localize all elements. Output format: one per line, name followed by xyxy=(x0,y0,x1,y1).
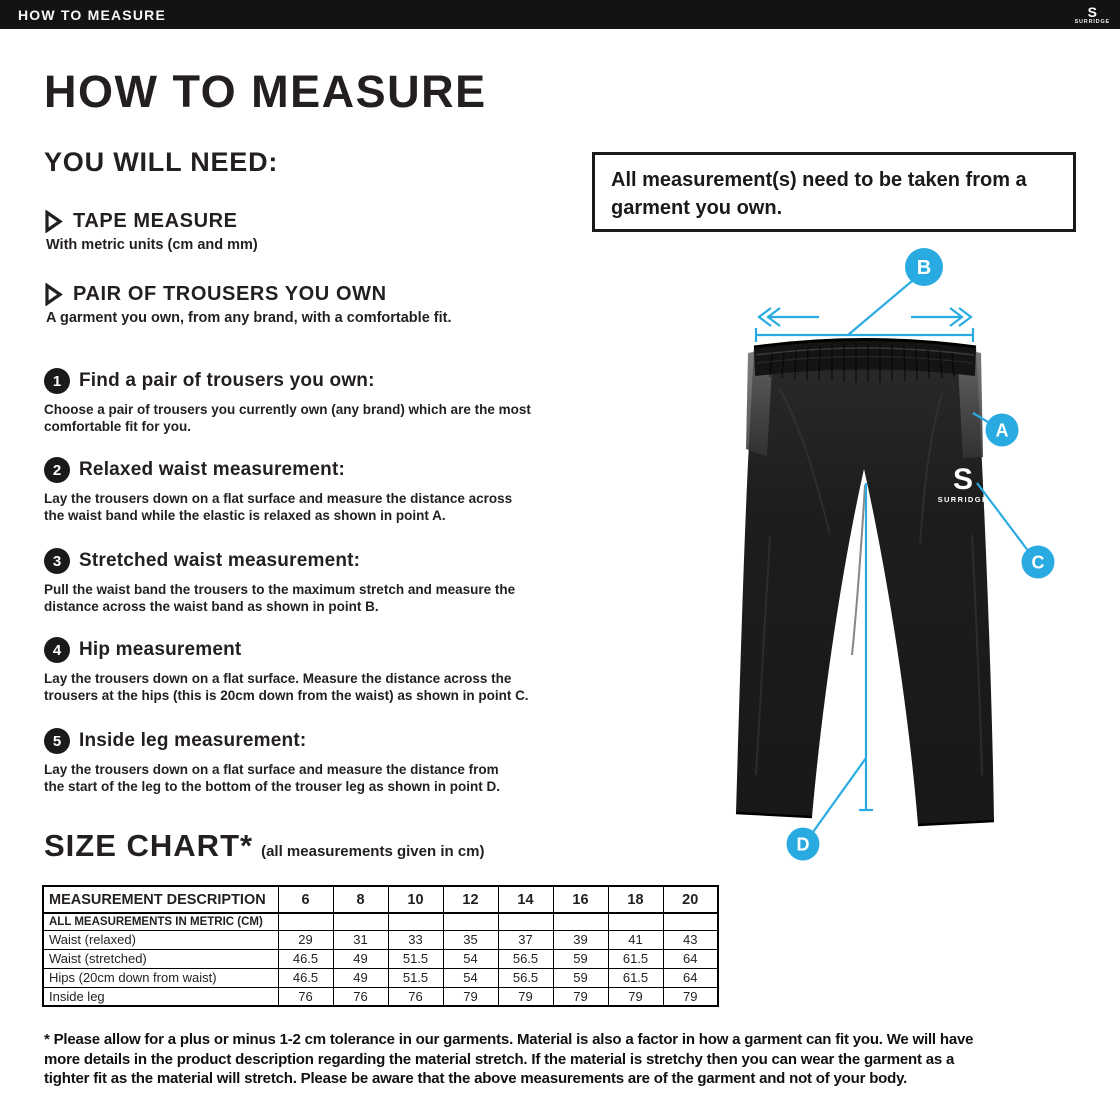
cell-value: 49 xyxy=(333,949,388,968)
cell-value: 64 xyxy=(663,968,718,987)
surridge-logo xyxy=(1075,5,1110,26)
cell-value: 79 xyxy=(553,987,608,1006)
step-description-line: Pull the waist band the trousers to the maximum stretch and measure the xyxy=(44,582,516,597)
step-description-line: the waist band while the elastic is relaxed as shown in point A. xyxy=(44,508,446,523)
column-header: 8 xyxy=(333,886,388,913)
column-header: 16 xyxy=(553,886,608,913)
cell-value: 76 xyxy=(388,987,443,1006)
step-4 xyxy=(44,637,529,704)
cell-value: 51.5 xyxy=(388,968,443,987)
need-item-description: With metric units (cm and mm) xyxy=(46,237,258,253)
surridge-logo-icon: S xyxy=(1087,3,1097,20)
step-description-line: Choose a pair of trousers you currently own (any brand) which are the most xyxy=(44,402,531,417)
column-header: 14 xyxy=(498,886,553,913)
cell-value: 79 xyxy=(663,987,718,1006)
cell-value: 79 xyxy=(498,987,553,1006)
svg-text:B: B xyxy=(916,257,932,279)
step-title: Stretched waist measurement: xyxy=(79,550,361,571)
top-bar-title: HOW TO MEASURE xyxy=(18,6,166,23)
cell-value: 43 xyxy=(663,930,718,949)
you-will-need-heading: YOU WILL NEED: xyxy=(44,147,279,177)
surridge-brand-text: SURRIDGE xyxy=(1074,18,1110,25)
measurement-note-box xyxy=(592,152,1076,232)
need-item-title: TAPE MEASURE xyxy=(73,210,238,232)
column-header: 18 xyxy=(608,886,663,913)
table-row xyxy=(43,930,718,949)
table-row xyxy=(43,949,718,968)
triangle-bullet-icon xyxy=(44,210,63,233)
cell-value: 35 xyxy=(443,930,498,949)
column-header: 6 xyxy=(278,886,333,913)
cell-value: 46.5 xyxy=(278,968,333,987)
cell-value: 31 xyxy=(333,930,388,949)
size-chart-heading-row xyxy=(44,828,485,864)
column-header: 12 xyxy=(443,886,498,913)
cell-value: 76 xyxy=(333,987,388,1006)
cell-value: 41 xyxy=(608,930,663,949)
row-label: Waist (relaxed) xyxy=(43,930,278,949)
step-3 xyxy=(44,548,515,615)
cell-value: 76 xyxy=(278,987,333,1006)
cell-value: 49 xyxy=(333,968,388,987)
column-header: 10 xyxy=(388,886,443,913)
step-number-badge: 2 xyxy=(44,457,70,483)
stretch-left-arrow xyxy=(759,308,819,326)
step-number-badge: 4 xyxy=(44,637,70,663)
size-chart-table xyxy=(42,885,719,1007)
cell-value: 59 xyxy=(553,968,608,987)
cell-value: 29 xyxy=(278,930,333,949)
stretch-right-arrow xyxy=(911,308,971,326)
pointer-line-d xyxy=(813,758,866,832)
column-header: MEASUREMENT DESCRIPTION xyxy=(43,886,278,913)
cell-value: 61.5 xyxy=(608,968,663,987)
pointer-line-b xyxy=(848,281,912,335)
step-description xyxy=(44,670,529,704)
step-number-badge: 3 xyxy=(44,548,70,574)
step-description-line: comfortable fit for you. xyxy=(44,419,192,434)
footnote-line: more details in the product description regarding the material stretch. If the material is stretchy then you can wear the garment as a xyxy=(44,1050,955,1068)
garment-brand-text: SURRIDGE xyxy=(937,495,989,504)
cell-value: 39 xyxy=(553,930,608,949)
row-label: Hips (20cm down from waist) xyxy=(43,968,278,987)
cell-value: 64 xyxy=(663,949,718,968)
step-2 xyxy=(44,457,512,524)
need-item-title: PAIR OF TROUSERS YOU OWN xyxy=(73,283,387,305)
column-header: 20 xyxy=(663,886,718,913)
step-1 xyxy=(44,368,531,435)
cell-value: 33 xyxy=(388,930,443,949)
step-description xyxy=(44,401,531,435)
step-title: Find a pair of trousers you own: xyxy=(79,370,375,391)
step-description-line: Lay the trousers down on a flat surface and measure the distance from xyxy=(44,762,499,777)
cell-value: 51.5 xyxy=(388,949,443,968)
triangle-bullet-icon xyxy=(44,283,63,306)
step-number-badge: 5 xyxy=(44,728,70,754)
step-title: Relaxed waist measurement: xyxy=(79,459,346,480)
cell-value: 56.5 xyxy=(498,968,553,987)
step-description xyxy=(44,581,515,615)
step-description xyxy=(44,761,500,795)
step-description xyxy=(44,490,512,524)
garment-logo-icon: S xyxy=(952,463,974,496)
cell-value: 54 xyxy=(443,949,498,968)
size-chart-subheading: (all measurements given in cm) xyxy=(261,843,485,860)
table-row xyxy=(43,987,718,1006)
measurement-note-text: All measurement(s) need to be taken from a garment you own. xyxy=(611,169,1027,220)
need-item-description: A garment you own, from any brand, with a comfortable fit. xyxy=(46,310,452,326)
need-item-trousers xyxy=(44,283,452,326)
cell-value: 46.5 xyxy=(278,949,333,968)
step-description-line: the start of the leg to the bottom of the trouser leg as shown in point D. xyxy=(44,779,501,794)
svg-text:D: D xyxy=(796,834,810,855)
step-title: Inside leg measurement: xyxy=(79,730,307,751)
point-b-marker xyxy=(905,248,943,286)
step-description-line: distance across the waist band as shown in point B. xyxy=(44,599,379,614)
step-number-badge: 1 xyxy=(44,368,70,394)
table-row xyxy=(43,968,718,987)
size-chart-heading: SIZE CHART* xyxy=(44,828,254,863)
cell-value: 56.5 xyxy=(498,949,553,968)
svg-text:C: C xyxy=(1031,552,1045,573)
step-5 xyxy=(44,728,500,795)
footnote-line: tighter fit as the material will stretch. Please be aware that the above measurements are of the garment and not of your body. xyxy=(44,1070,908,1087)
metric-note-row xyxy=(43,913,718,930)
trousers-diagram xyxy=(680,235,1060,885)
row-label: Inside leg xyxy=(43,987,278,1006)
point-c-marker xyxy=(1022,546,1055,579)
cell-value: 79 xyxy=(443,987,498,1006)
metric-note-label: ALL MEASUREMENTS IN METRIC (CM) xyxy=(43,913,278,930)
cell-value: 79 xyxy=(608,987,663,1006)
page-title: HOW TO MEASURE xyxy=(44,66,487,117)
trousers-measurement-figure xyxy=(680,235,1060,885)
tolerance-footnote xyxy=(44,1030,973,1089)
step-title: Hip measurement xyxy=(79,639,242,660)
step-description-line: Lay the trousers down on a flat surface and measure the distance across xyxy=(44,491,513,506)
cell-value: 37 xyxy=(498,930,553,949)
footnote-line: * Please allow for a plus or minus 1-2 cm tolerance in our garments. Material is also a factor in how a garment can fit you. We will have xyxy=(44,1031,974,1048)
cell-value: 61.5 xyxy=(608,949,663,968)
cell-value: 54 xyxy=(443,968,498,987)
step-description-line: Lay the trousers down on a flat surface. Measure the distance across the xyxy=(44,671,512,686)
svg-text:A: A xyxy=(995,420,1009,441)
size-chart-header-row xyxy=(43,886,718,913)
need-item-tape-measure xyxy=(44,210,258,253)
point-d-marker xyxy=(787,828,820,861)
step-description-line: trousers at the hips (this is 20cm down from the waist) as shown in point C. xyxy=(44,688,529,703)
row-label: Waist (stretched) xyxy=(43,949,278,968)
point-a-marker xyxy=(986,414,1019,447)
top-bar xyxy=(0,0,1120,29)
cell-value: 59 xyxy=(553,949,608,968)
